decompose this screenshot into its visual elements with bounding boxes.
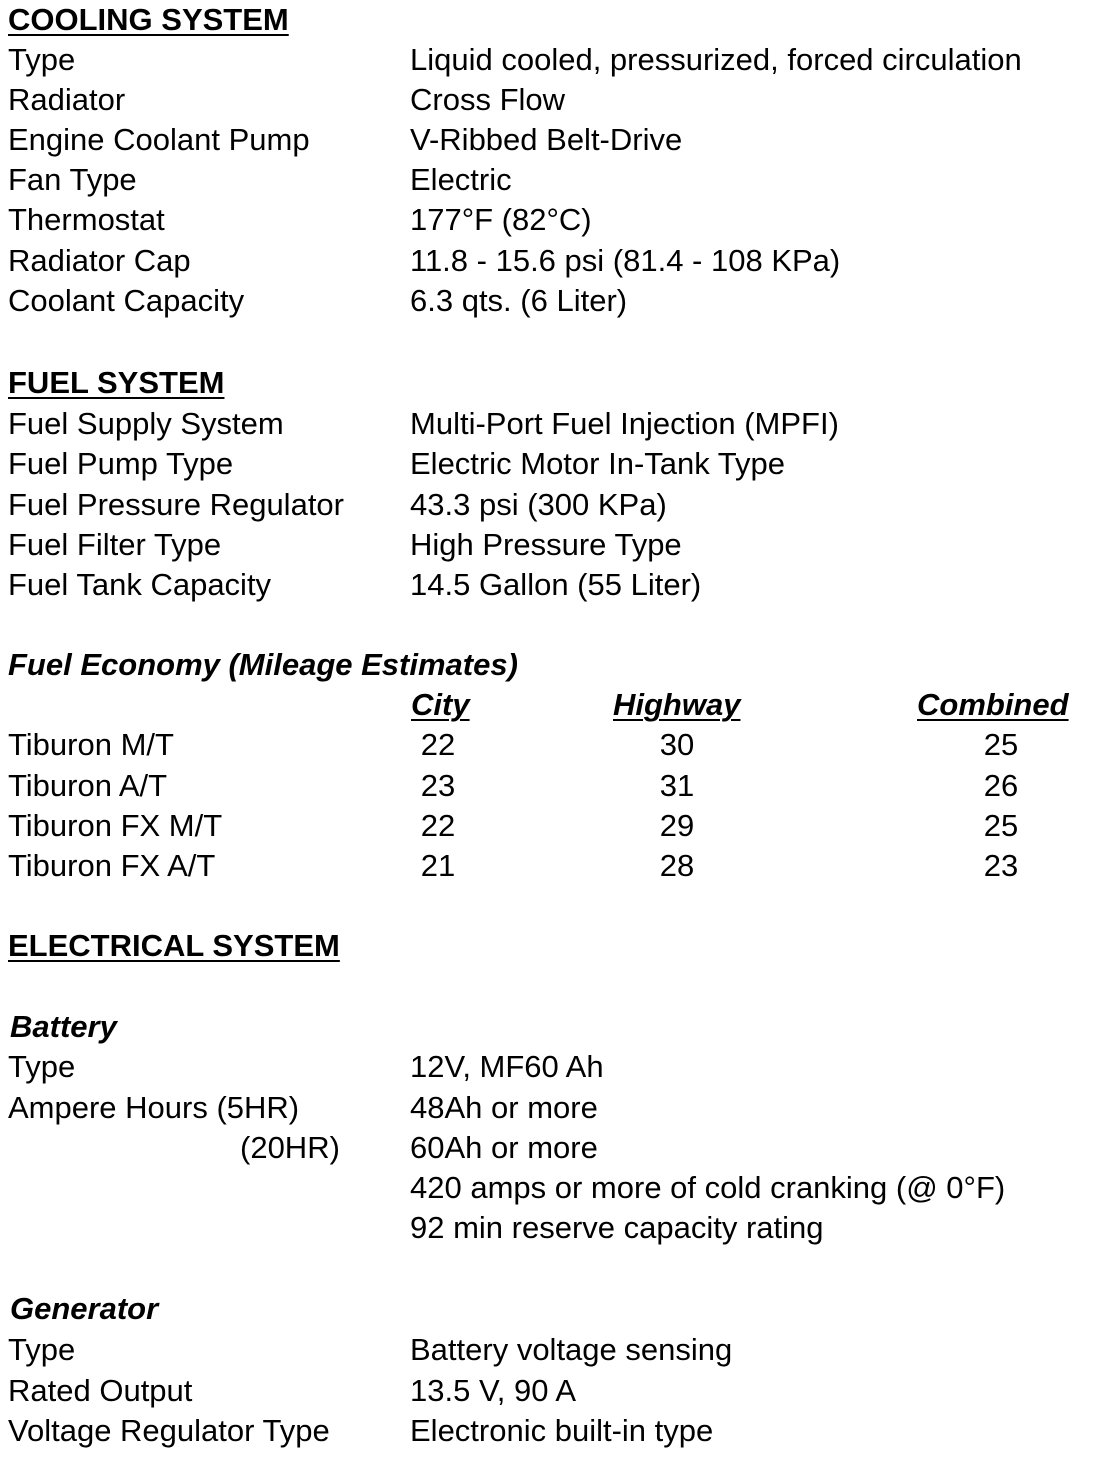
column-header-combined: Combined bbox=[917, 687, 1069, 722]
economy-row-combined: 23 bbox=[983, 848, 1019, 883]
economy-row-city: 23 bbox=[420, 768, 456, 803]
fan-type-value: Electric bbox=[410, 162, 512, 197]
radiator-label: Radiator bbox=[8, 82, 126, 117]
fuel-pressure-label: Fuel Pressure Regulator bbox=[8, 487, 344, 522]
reserve-capacity-value: 92 min reserve capacity rating bbox=[410, 1210, 824, 1245]
ampere-hours-5hr-value: 48Ah or more bbox=[410, 1090, 598, 1125]
economy-row-highway: 30 bbox=[659, 727, 695, 762]
economy-row-combined: 26 bbox=[983, 768, 1019, 803]
fuel-filter-value: High Pressure Type bbox=[410, 527, 682, 562]
column-header-city: City bbox=[411, 687, 470, 722]
generator-type-label: Type bbox=[8, 1332, 76, 1367]
ampere-hours-label: Ampere Hours (5HR) bbox=[8, 1090, 300, 1125]
fuel-pressure-value: 43.3 psi (300 KPa) bbox=[410, 487, 667, 522]
fuel-supply-value: Multi-Port Fuel Injection (MPFI) bbox=[410, 406, 839, 441]
cold-cranking-value: 420 amps or more of cold cranking (@ 0°F) bbox=[410, 1170, 1006, 1205]
battery-type-value: 12V, MF60 Ah bbox=[410, 1049, 604, 1084]
generator-heading: Generator bbox=[10, 1291, 159, 1326]
economy-row-model: Tiburon FX A/T bbox=[8, 848, 216, 883]
coolant-pump-value: V-Ribbed Belt-Drive bbox=[410, 122, 683, 157]
fuel-economy-heading: Fuel Economy (Mileage Estimates) bbox=[8, 647, 518, 682]
fuel-supply-label: Fuel Supply System bbox=[8, 406, 284, 441]
economy-row-combined: 25 bbox=[983, 727, 1019, 762]
electrical-system-heading: ELECTRICAL SYSTEM bbox=[8, 928, 340, 963]
thermostat-value: 177°F (82°C) bbox=[410, 202, 592, 237]
voltage-regulator-label: Voltage Regulator Type bbox=[8, 1413, 330, 1448]
fuel-pump-label: Fuel Pump Type bbox=[8, 446, 234, 481]
voltage-regulator-value: Electronic built-in type bbox=[410, 1413, 714, 1448]
fuel-filter-label: Fuel Filter Type bbox=[8, 527, 222, 562]
ampere-hours-20hr-value: 60Ah or more bbox=[410, 1130, 598, 1165]
coolant-pump-label: Engine Coolant Pump bbox=[8, 122, 310, 157]
economy-row-model: Tiburon FX M/T bbox=[8, 808, 223, 843]
coolant-capacity-value: 6.3 qts. (6 Liter) bbox=[410, 283, 628, 318]
economy-row-city: 22 bbox=[420, 808, 456, 843]
fan-type-label: Fan Type bbox=[8, 162, 137, 197]
cooling-system-heading: COOLING SYSTEM bbox=[8, 2, 289, 37]
economy-row-city: 22 bbox=[420, 727, 456, 762]
economy-row-highway: 31 bbox=[659, 768, 695, 803]
radiator-value: Cross Flow bbox=[410, 82, 566, 117]
battery-heading: Battery bbox=[10, 1009, 117, 1044]
fuel-pump-value: Electric Motor In-Tank Type bbox=[410, 446, 786, 481]
battery-type-label: Type bbox=[8, 1049, 76, 1084]
cooling-type-value: Liquid cooled, pressurized, forced circulation bbox=[410, 42, 1022, 77]
generator-type-value: Battery voltage sensing bbox=[410, 1332, 733, 1367]
radiator-cap-value: 11.8 - 15.6 psi (81.4 - 108 KPa) bbox=[410, 243, 841, 278]
economy-row-model: Tiburon A/T bbox=[8, 768, 168, 803]
rated-output-label: Rated Output bbox=[8, 1373, 193, 1408]
column-header-highway: Highway bbox=[613, 687, 741, 722]
cooling-type-label: Type bbox=[8, 42, 76, 77]
economy-row-city: 21 bbox=[420, 848, 456, 883]
ampere-hours-20hr-label: (20HR) bbox=[240, 1130, 340, 1165]
economy-row-highway: 28 bbox=[659, 848, 695, 883]
economy-row-highway: 29 bbox=[659, 808, 695, 843]
rated-output-value: 13.5 V, 90 A bbox=[410, 1373, 577, 1408]
thermostat-label: Thermostat bbox=[8, 202, 165, 237]
fuel-tank-value: 14.5 Gallon (55 Liter) bbox=[410, 567, 702, 602]
economy-row-model: Tiburon M/T bbox=[8, 727, 174, 762]
radiator-cap-label: Radiator Cap bbox=[8, 243, 191, 278]
economy-row-combined: 25 bbox=[983, 808, 1019, 843]
fuel-tank-label: Fuel Tank Capacity bbox=[8, 567, 272, 602]
coolant-capacity-label: Coolant Capacity bbox=[8, 283, 245, 318]
fuel-system-heading: FUEL SYSTEM bbox=[8, 365, 225, 400]
